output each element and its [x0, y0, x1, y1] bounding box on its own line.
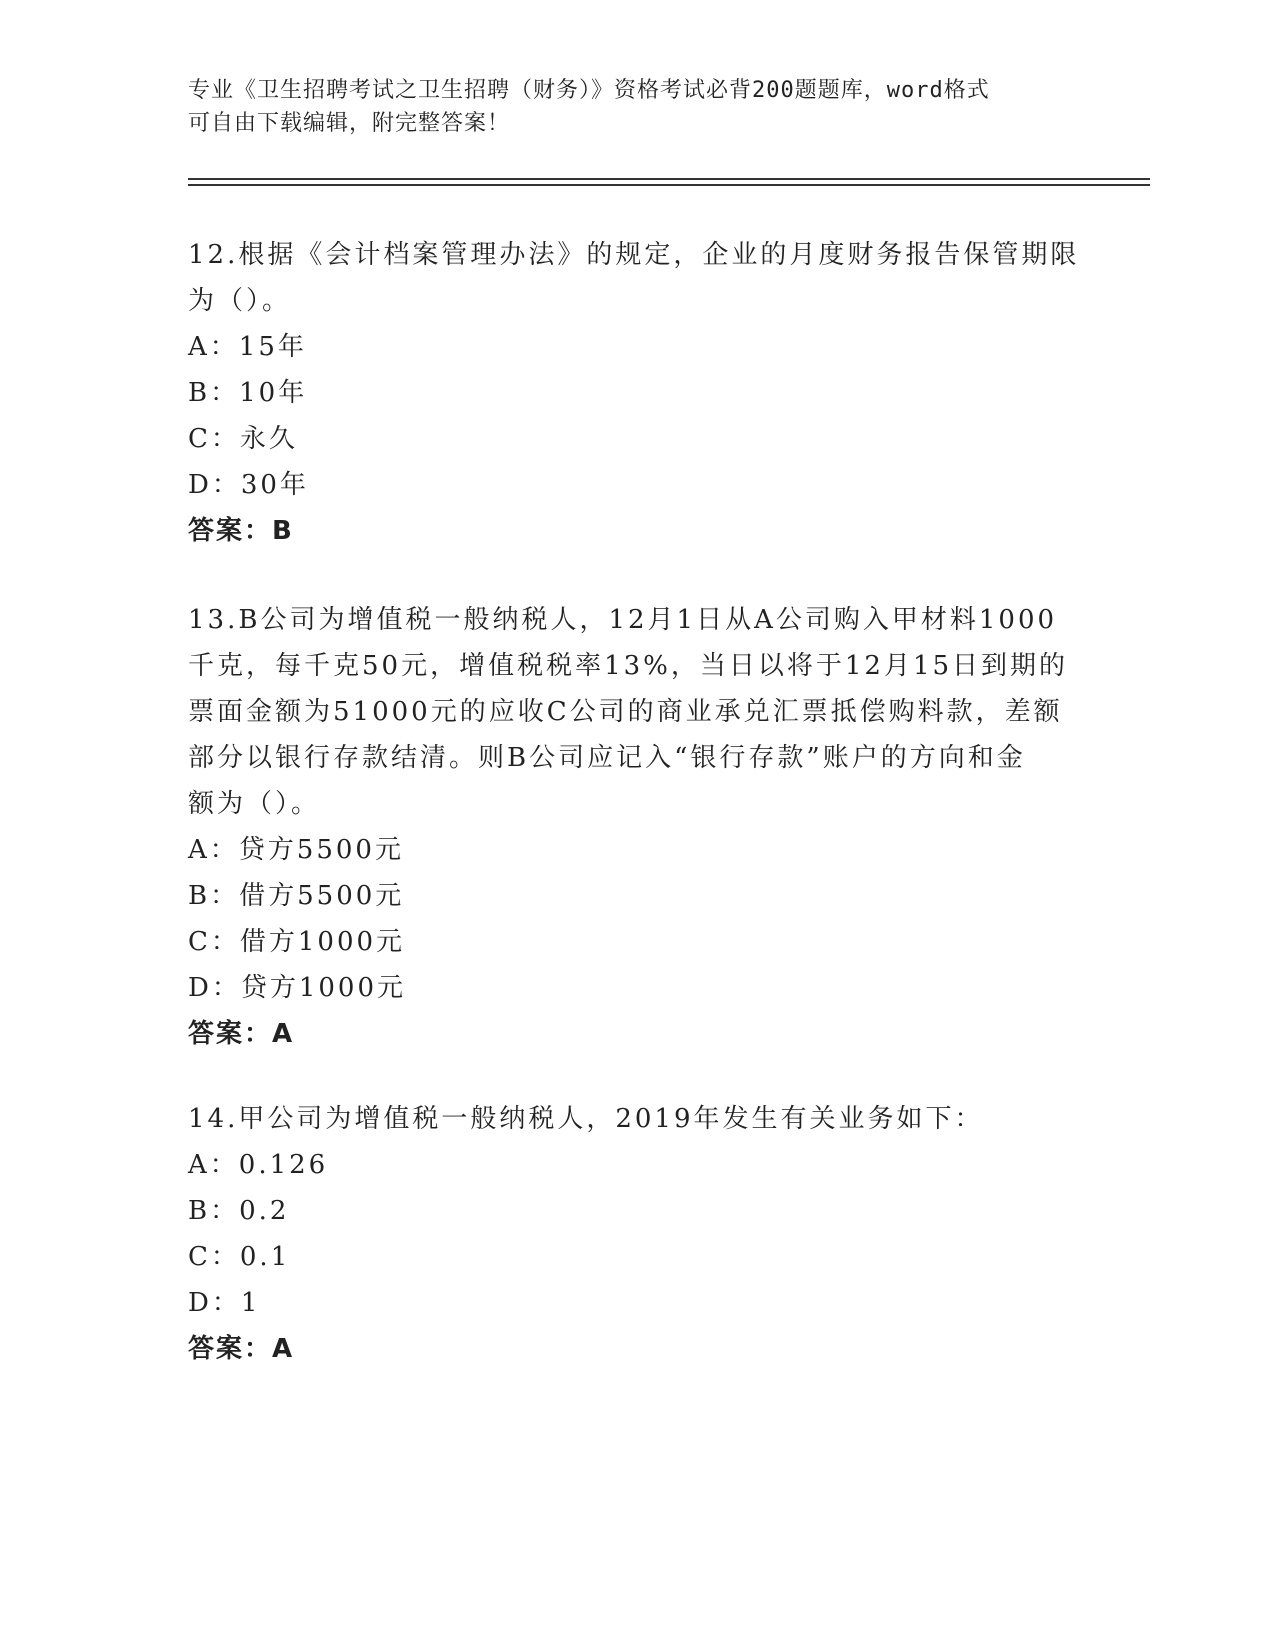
option-c: C：借方1000元	[188, 927, 406, 957]
header-line-1: 专业《卫生招聘考试之卫生招聘（财务）》资格考试必背200题题库，word格式	[188, 78, 990, 103]
answer: 答案：A	[188, 1334, 295, 1364]
option-a: A：15年	[188, 332, 307, 362]
option-d: D：贷方1000元	[188, 973, 407, 1003]
option-c: C：永久	[188, 424, 298, 454]
option-b: B：借方5500元	[188, 881, 405, 911]
header-divider-top	[188, 178, 1150, 180]
stem-line: 14.甲公司为增值税一般纳税人，2019年发生有关业务如下：	[188, 1104, 984, 1134]
option-b: B：10年	[188, 378, 308, 408]
stem-line: 12.根据《会计档案管理办法》的规定，企业的月度财务报告保管期限	[188, 240, 1080, 270]
option-a: A：贷方5500元	[188, 835, 404, 865]
header-line-2: 可自由下载编辑，附完整答案！	[188, 111, 511, 136]
option-a: A：0.126	[188, 1150, 329, 1180]
question-14	[188, 1096, 1088, 1372]
question-stem	[188, 1096, 1088, 1142]
stem-line: 13.B公司为增值税一般纳税人，12月1日从A公司购入甲材料1000	[188, 605, 1058, 635]
stem-line: 千克，每千克50元，增值税税率13%，当日以将于12月15日到期的	[188, 651, 1069, 681]
option-b: B：0.2	[188, 1196, 290, 1226]
answer: 答案：B	[188, 516, 294, 546]
question-13	[188, 597, 1088, 1057]
stem-line: 额为（）。	[188, 789, 321, 819]
stem-line: 部分以银行存款结清。则B公司应记入“银行存款”账户的方向和金	[188, 743, 1026, 773]
question-stem	[188, 597, 1088, 827]
question-stem	[188, 232, 1088, 324]
option-c: C：0.1	[188, 1242, 291, 1272]
header-divider-bottom	[188, 184, 1150, 186]
option-d: D：30年	[188, 470, 309, 500]
stem-line: 为（）。	[188, 286, 292, 316]
option-d: D：1	[188, 1288, 261, 1318]
document-header	[188, 74, 1068, 140]
question-12	[188, 232, 1088, 554]
stem-line: 票面金额为51000元的应收C公司的商业承兑汇票抵偿购料款，差额	[188, 697, 1063, 727]
answer: 答案：A	[188, 1019, 295, 1049]
